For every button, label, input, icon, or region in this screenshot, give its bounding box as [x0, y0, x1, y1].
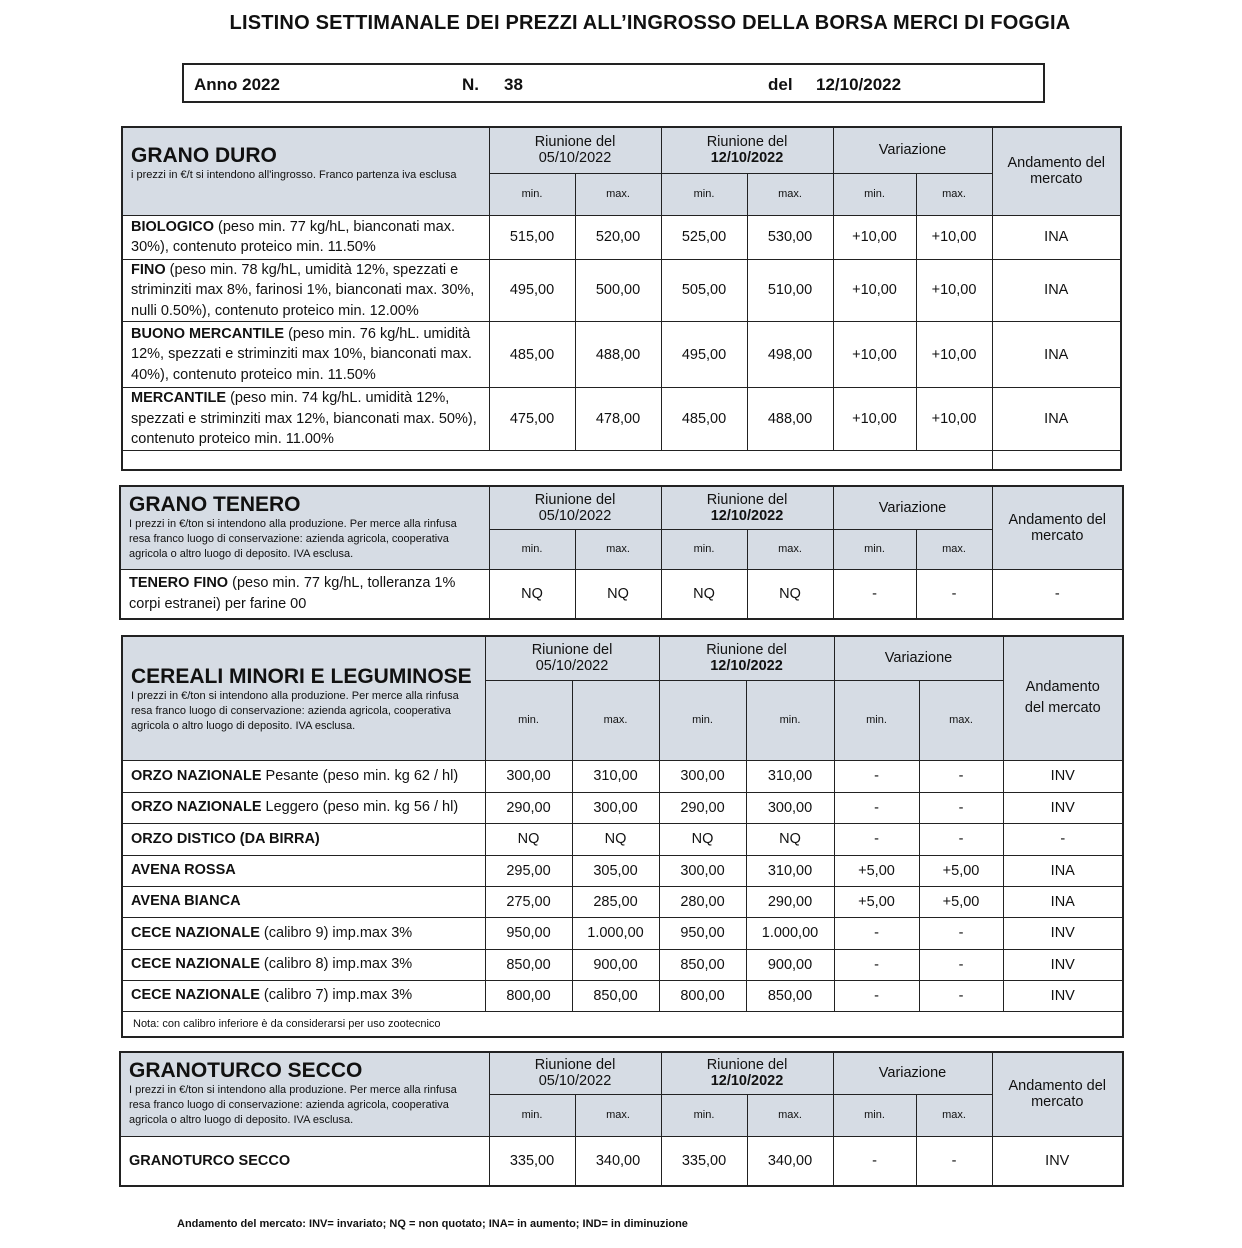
min-header: min.	[834, 680, 919, 760]
max-header: max.	[747, 1094, 833, 1136]
product-spec: (calibro 8) imp.max 3%	[259, 956, 413, 973]
table-row	[122, 949, 1123, 980]
max-header: max.	[747, 529, 833, 569]
table-row	[122, 322, 1121, 388]
year-label: Anno 2022	[194, 75, 280, 94]
var-max-cell: +5,00	[919, 886, 1003, 917]
section-note: I prezzi in €/ton si intendono alla produzione. Per merce alla rinfusa resa franco luogo di conservazione: azienda agricola, cooperativa agricola o altro luogo di deposito. IVA esclusa.	[129, 1084, 457, 1126]
market-trend-cell: INA	[992, 388, 1121, 451]
curr-min-cell: NQ	[659, 823, 746, 855]
prev-min-cell: 800,00	[485, 980, 572, 1011]
table-row	[122, 259, 1121, 322]
curr-meeting-header: Riunione del 12/10/2022	[659, 636, 834, 680]
product-name: ORZO NAZIONALE	[131, 799, 262, 816]
prev-max-cell: 900,00	[572, 949, 659, 980]
market-trend-header: Andamento del mercato	[992, 1052, 1123, 1136]
var-min-cell: +10,00	[833, 322, 916, 388]
min-header: min.	[659, 680, 746, 760]
min-header: min.	[833, 173, 916, 215]
variation-header: Variazione	[833, 127, 992, 173]
var-max-cell: -	[919, 823, 1003, 855]
curr-min-cell: 300,00	[659, 760, 746, 792]
curr-min-cell: 495,00	[661, 322, 747, 388]
table-row	[120, 1136, 1123, 1186]
curr-min-cell: 850,00	[659, 949, 746, 980]
curr-max-cell: 310,00	[746, 855, 834, 886]
curr-max-cell: NQ	[747, 569, 833, 619]
table-row	[122, 388, 1121, 451]
max-header: max.	[575, 529, 661, 569]
date-label: del	[768, 75, 793, 94]
section-header	[122, 636, 485, 760]
market-trend-cell: INA	[992, 215, 1121, 259]
var-min-cell: -	[834, 917, 919, 949]
max-header: max.	[575, 173, 661, 215]
curr-max-cell: 488,00	[747, 388, 833, 451]
curr-min-cell: 290,00	[659, 792, 746, 823]
table-row	[122, 917, 1123, 949]
product-name: BUONO MERCANTILE	[131, 325, 285, 342]
product-spec: (calibro 7) imp.max 3%	[259, 987, 413, 1004]
prev-max-cell: 1.000,00	[572, 917, 659, 949]
product-name: TENERO FINO	[129, 575, 229, 592]
var-max-cell: +10,00	[916, 322, 992, 388]
prev-max-cell: 488,00	[575, 322, 661, 388]
product-name: BIOLOGICO	[131, 218, 214, 235]
market-trend-cell: INV	[1003, 760, 1123, 792]
var-min-cell: +10,00	[833, 215, 916, 259]
table-row	[120, 569, 1123, 619]
min-header: min.	[489, 1094, 575, 1136]
product-description	[122, 886, 485, 917]
prev-min-cell: 485,00	[489, 322, 575, 388]
table-row	[122, 823, 1123, 855]
var-min-cell: -	[834, 980, 919, 1011]
prev-max-cell: 850,00	[572, 980, 659, 1011]
empty-row	[122, 450, 1121, 470]
bulletin-info-box	[182, 63, 1045, 103]
variation-header: Variazione	[833, 1052, 992, 1094]
product-description	[122, 917, 485, 949]
variation-header: Variazione	[833, 486, 992, 529]
prev-min-cell: 475,00	[489, 388, 575, 451]
grano-tenero-table	[119, 485, 1124, 620]
section-header	[120, 1052, 489, 1136]
market-trend-header: Andamento del mercato	[1003, 636, 1123, 760]
prev-min-cell: 850,00	[485, 949, 572, 980]
prev-max-cell: 520,00	[575, 215, 661, 259]
market-trend-cell: INA	[1003, 886, 1123, 917]
max-header: max.	[919, 680, 1003, 760]
curr-min-cell: 525,00	[661, 215, 747, 259]
var-max-cell: -	[919, 917, 1003, 949]
product-description	[122, 760, 485, 792]
section-header	[122, 127, 489, 215]
table-row	[122, 886, 1123, 917]
curr-max-cell: 340,00	[747, 1136, 833, 1186]
var-max-cell: -	[919, 949, 1003, 980]
var-min-cell: -	[833, 569, 916, 619]
prev-min-cell: 275,00	[485, 886, 572, 917]
curr-max-cell: 510,00	[747, 259, 833, 322]
product-spec: (peso min. 77 kg/hL, tolleranza 1% corpi estranei) per farine 00	[129, 575, 456, 612]
section-header	[120, 486, 489, 569]
prev-min-cell: 515,00	[489, 215, 575, 259]
product-description	[122, 980, 485, 1011]
product-name: AVENA BIANCA	[131, 893, 241, 910]
curr-min-cell: 300,00	[659, 855, 746, 886]
prev-max-cell: 310,00	[572, 760, 659, 792]
market-trend-header: Andamento del mercato	[992, 127, 1121, 215]
market-trend-cell: INV	[1003, 949, 1123, 980]
max-header: max.	[575, 1094, 661, 1136]
product-description	[120, 569, 489, 619]
table-row	[122, 855, 1123, 886]
market-trend-cell: -	[992, 569, 1123, 619]
table-row	[122, 792, 1123, 823]
product-description	[122, 215, 489, 259]
prev-meeting-header: Riunione del 05/10/2022	[489, 127, 661, 173]
market-trend-cell: INA	[992, 322, 1121, 388]
var-min-cell: -	[834, 792, 919, 823]
section-note: I prezzi in €/ton si intendono alla produzione. Per merce alla rinfusa resa franco luogo di conservazione: azienda agricola, cooperativa agricola o altro luogo di deposito. IVA esclusa.	[129, 518, 457, 560]
table-row	[122, 215, 1121, 259]
prev-meeting-header: Riunione del 05/10/2022	[489, 486, 661, 529]
max-header: max.	[747, 173, 833, 215]
var-max-cell: +10,00	[916, 388, 992, 451]
market-trend-cell: INV	[1003, 792, 1123, 823]
curr-meeting-header: Riunione del 12/10/2022	[661, 1052, 833, 1094]
max-header: max.	[572, 680, 659, 760]
product-name: ORZO NAZIONALE	[131, 767, 262, 784]
var-min-cell: +10,00	[833, 259, 916, 322]
section-note: i prezzi in €/t si intendono all'ingrosso. Franco partenza iva esclusa	[131, 169, 457, 181]
curr-max-cell: NQ	[746, 823, 834, 855]
prev-meeting-header: Riunione del 05/10/2022	[485, 636, 659, 680]
min-header: min.	[661, 1094, 747, 1136]
product-spec: Pesante (peso min. kg 62 / hl)	[261, 767, 459, 784]
prev-max-cell: 478,00	[575, 388, 661, 451]
number-value: 38	[504, 75, 523, 94]
grano-duro-table	[121, 126, 1122, 471]
granoturco-secco-table	[119, 1051, 1124, 1187]
product-description	[122, 949, 485, 980]
product-spec: (peso min. 77 kg/hL, bianconati max. 30%), contenuto proteico min. 11.50%	[131, 218, 455, 255]
section-title: CEREALI MINORI E LEGUMINOSE	[131, 665, 472, 688]
var-max-cell: +5,00	[919, 855, 1003, 886]
curr-max-cell: 300,00	[746, 792, 834, 823]
prev-max-cell: NQ	[575, 569, 661, 619]
prev-min-cell: NQ	[485, 823, 572, 855]
min-header: min.	[485, 680, 572, 760]
product-description	[122, 388, 489, 451]
prev-meeting-header: Riunione del 05/10/2022	[489, 1052, 661, 1094]
page-title: LISTINO SETTIMANALE DEI PREZZI ALL’INGROSSO DELLA BORSA MERCI DI FOGGIA	[229, 12, 1071, 34]
market-trend-cell: INV	[1003, 980, 1123, 1011]
product-name: CECE NAZIONALE	[131, 956, 260, 973]
prev-max-cell: 305,00	[572, 855, 659, 886]
product-description	[122, 322, 489, 388]
var-min-cell: -	[834, 823, 919, 855]
var-min-cell: +10,00	[833, 388, 916, 451]
section-note: I prezzi in €/ton si intendono alla produzione. Per merce alla rinfusa resa franco luogo di conservazione: azienda agricola, cooperativa agricola o altro luogo di deposito. IVA esclusa.	[131, 690, 459, 732]
product-name: CECE NAZIONALE	[131, 924, 260, 941]
product-name: CECE NAZIONALE	[131, 987, 260, 1004]
var-max-cell: +10,00	[916, 259, 992, 322]
curr-max-cell: 530,00	[747, 215, 833, 259]
product-description	[120, 1136, 489, 1186]
curr-max-cell: 290,00	[746, 886, 834, 917]
prev-min-cell: NQ	[489, 569, 575, 619]
market-trend-cell: INA	[1003, 855, 1123, 886]
table-row	[122, 760, 1123, 792]
curr-max-cell: 900,00	[746, 949, 834, 980]
date-value: 12/10/2022	[816, 75, 902, 94]
curr-min-cell: 505,00	[661, 259, 747, 322]
min-header: min.	[489, 173, 575, 215]
product-description	[122, 792, 485, 823]
max-header: max.	[916, 529, 992, 569]
market-trend-header: Andamento del mercato	[992, 486, 1123, 569]
product-name: ORZO DISTICO (DA BIRRA)	[131, 830, 320, 847]
min-header: min.	[746, 680, 834, 760]
variation-header: Variazione	[834, 636, 1003, 680]
product-name: AVENA ROSSA	[131, 862, 236, 879]
min-header: min.	[489, 529, 575, 569]
prev-min-cell: 290,00	[485, 792, 572, 823]
var-min-cell: -	[834, 949, 919, 980]
section-title: GRANO DURO	[131, 144, 277, 167]
curr-max-cell: 498,00	[747, 322, 833, 388]
prev-max-cell: NQ	[572, 823, 659, 855]
prev-min-cell: 295,00	[485, 855, 572, 886]
table-row	[122, 980, 1123, 1011]
product-description	[122, 855, 485, 886]
product-spec: (peso min. 78 kg/hL, umidità 12%, spezzati e striminziti max 8%, farinosi 1%, bianconati max. 30%, nulli 0.50%), contenuto proteico min. 12.00%	[131, 261, 475, 319]
max-header: max.	[916, 1094, 992, 1136]
product-description	[122, 823, 485, 855]
section-title: GRANO TENERO	[129, 493, 301, 516]
prev-min-cell: 495,00	[489, 259, 575, 322]
market-trend-cell: INV	[1003, 917, 1123, 949]
market-trend-cell: -	[1003, 823, 1123, 855]
var-max-cell: -	[916, 1136, 992, 1186]
prev-max-cell: 285,00	[572, 886, 659, 917]
product-spec: (peso min. 74 kg/hL. umidità 12%, spezzati e striminziti max 12%, bianconati max. 50%), contenuto proteico min. 11.00%	[131, 390, 477, 447]
product-name: GRANOTURCO SECCO	[129, 1152, 291, 1169]
min-header: min.	[661, 173, 747, 215]
footnote: Nota: con calibro inferiore è da considerarsi per uso zootecnico	[122, 1011, 1123, 1037]
curr-min-cell: 335,00	[661, 1136, 747, 1186]
product-description	[122, 259, 489, 322]
var-min-cell: -	[833, 1136, 916, 1186]
prev-min-cell: 950,00	[485, 917, 572, 949]
number-label: N.	[462, 75, 479, 94]
prev-max-cell: 500,00	[575, 259, 661, 322]
var-min-cell: -	[834, 760, 919, 792]
curr-max-cell: 850,00	[746, 980, 834, 1011]
curr-min-cell: NQ	[661, 569, 747, 619]
prev-min-cell: 335,00	[489, 1136, 575, 1186]
min-header: min.	[833, 1094, 916, 1136]
curr-meeting-header: Riunione del 12/10/2022	[661, 127, 833, 173]
prev-min-cell: 300,00	[485, 760, 572, 792]
product-name: MERCANTILE	[131, 390, 227, 406]
market-trend-cell: INA	[992, 259, 1121, 322]
min-header: min.	[833, 529, 916, 569]
market-trend-cell: INV	[992, 1136, 1123, 1186]
var-max-cell: -	[919, 792, 1003, 823]
prev-max-cell: 340,00	[575, 1136, 661, 1186]
min-header: min.	[661, 529, 747, 569]
var-max-cell: -	[919, 980, 1003, 1011]
section-title: GRANOTURCO SECCO	[129, 1059, 363, 1082]
curr-min-cell: 485,00	[661, 388, 747, 451]
var-min-cell: +5,00	[834, 855, 919, 886]
product-spec: Leggero (peso min. kg 56 / hl)	[261, 799, 459, 816]
cereali-minori-table	[121, 635, 1124, 1038]
curr-max-cell: 1.000,00	[746, 917, 834, 949]
curr-min-cell: 800,00	[659, 980, 746, 1011]
prev-max-cell: 300,00	[572, 792, 659, 823]
curr-min-cell: 280,00	[659, 886, 746, 917]
product-name: FINO	[131, 261, 166, 278]
curr-meeting-header: Riunione del 12/10/2022	[661, 486, 833, 529]
var-max-cell: -	[916, 569, 992, 619]
curr-max-cell: 310,00	[746, 760, 834, 792]
var-max-cell: -	[919, 760, 1003, 792]
legend-footer: Andamento del mercato: INV= invariato; NQ = non quotato; INA= in aumento; IND= in diminuzione	[177, 1218, 688, 1230]
var-max-cell: +10,00	[916, 215, 992, 259]
curr-min-cell: 950,00	[659, 917, 746, 949]
max-header: max.	[916, 173, 992, 215]
product-spec: (peso min. 76 kg/hL. umidità 12%, spezzati e striminziti max 10%, bianconati max. 40%), contenuto proteico min. 11.50%	[131, 325, 472, 383]
var-min-cell: +5,00	[834, 886, 919, 917]
product-spec: (calibro 9) imp.max 3%	[259, 924, 413, 941]
